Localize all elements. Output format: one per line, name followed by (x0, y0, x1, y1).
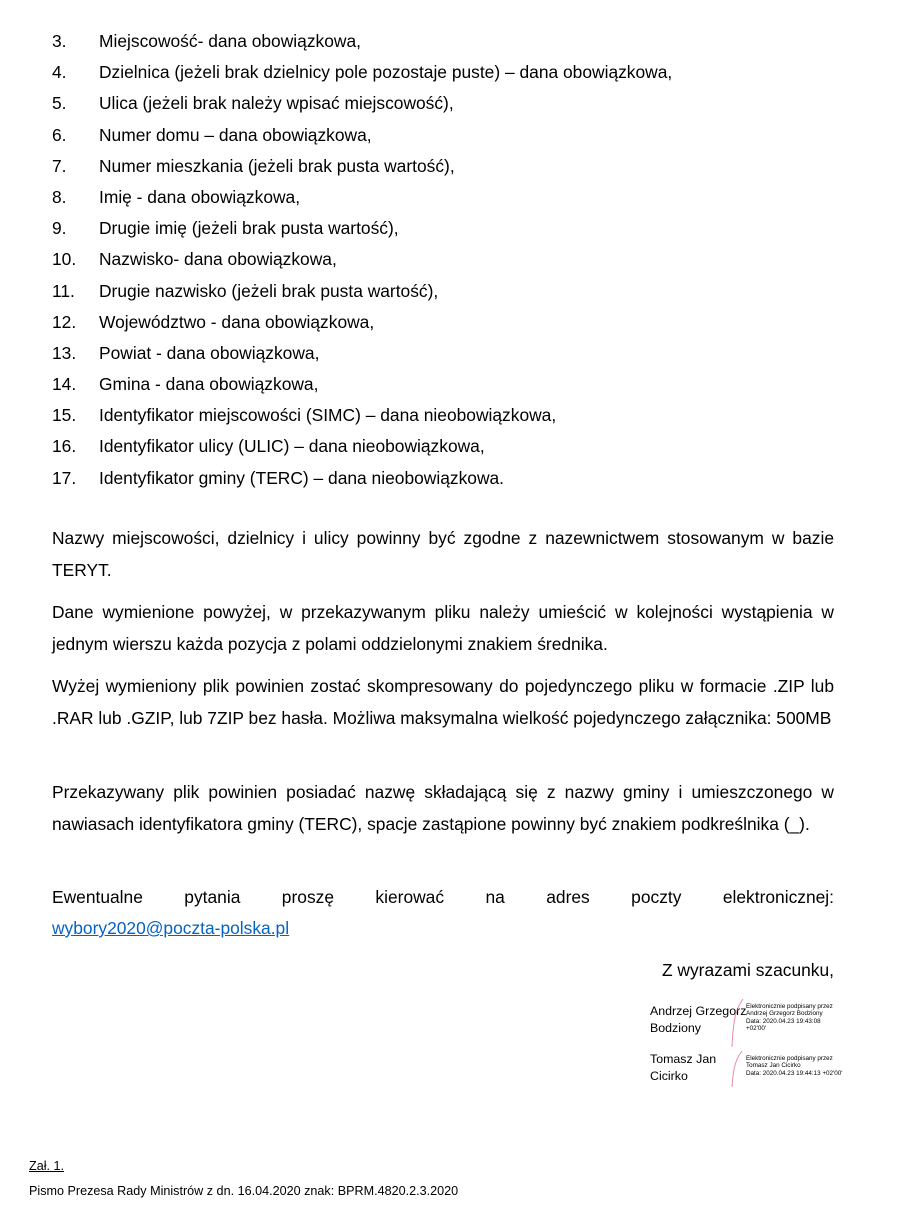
list-item-text: Gmina - dana obowiązkowa, (99, 374, 319, 395)
signature-stroke-icon (730, 1049, 746, 1089)
list-item (52, 151, 672, 182)
list-item (52, 120, 672, 151)
list-item-text: Numer domu – dana obowiązkowa, (99, 124, 372, 145)
signer-name: Tomasz Jan Cicirko (650, 1052, 717, 1083)
list-item-number: 13. (52, 342, 77, 363)
filename-paragraph: Przekazywany plik powinien posiadać nazwę składającą się z nazwy gminy i umieszczonego w nawiasach identyfikatora gminy (TERC), spacje zastąpione powinny być znakiem podkreślnika (_). (52, 782, 834, 834)
list-item-number: 3. (52, 31, 67, 51)
order-paragraph: Dane wymienione powyżej, w przekazywanym pliku należy umieścić w kolejności wystąpienia w jednym wierszu każda pozycja z polami oddzielonymi znakiem średnika. (52, 602, 834, 654)
signature-block (650, 1051, 843, 1095)
list-item-text: Imię - dana obowiązkowa, (99, 186, 301, 207)
signer-name: Andrzej Grzegorz Bodziony (650, 1004, 747, 1035)
list-item-number: 12. (52, 311, 77, 332)
list-item-number: 16. (52, 436, 77, 457)
list-item (52, 88, 672, 119)
list-item-number: 4. (52, 62, 67, 83)
list-item (52, 369, 672, 400)
list-item-number: 9. (52, 218, 67, 239)
list-item (52, 182, 672, 213)
signature-stamp: Elektronicznie podpisany przez Andrzej Grzegorz Bodziony Data: 2020.04.23 19:43:08 +02'00' (746, 1003, 833, 1032)
list-item-text: Województwo - dana obowiązkowa, (99, 311, 375, 332)
attachment-label: Zał. 1. (29, 1159, 64, 1173)
reference-line: Pismo Prezesa Rady Ministrów z dn. 16.04.2020 znak: BPRM.4820.2.3.2020 (29, 1184, 459, 1198)
signature-stamp: Elektronicznie podpisany przez Tomasz Jan Cicirko Data: 2020.04.23 19:44:13 +02'00' (746, 1055, 843, 1077)
list-item-number: 11. (52, 280, 75, 301)
list-item-number: 7. (52, 155, 67, 176)
list-item (52, 307, 672, 338)
list-item-text: Powiat - dana obowiązkowa, (99, 342, 320, 363)
list-item-text: Identyfikator miejscowości (SIMC) – dana nieobowiązkowa, (99, 405, 557, 426)
list-item (52, 276, 672, 307)
list-item-text: Nazwisko- dana obowiązkowa, (99, 249, 337, 270)
list-item-text: Numer mieszkania (jeżeli brak pusta wartość), (99, 155, 455, 176)
list-item (52, 400, 672, 431)
list-item-number: 14. (52, 374, 77, 395)
list-item-text: Ulica (jeżeli brak należy wpisać miejscowość), (99, 93, 454, 114)
compression-paragraph: Wyżej wymieniony plik powinien zostać skompresowany do pojedynczego pliku w formacie .ZIP lub .RAR lub .GZIP, lub 7ZIP bez hasła. Możliwa maksymalna wielkość pojedynczego załącznika: 500MB (52, 676, 834, 728)
list-item (52, 57, 672, 88)
signature-stroke-icon (730, 997, 746, 1049)
data-fields-list (52, 26, 672, 494)
list-item (52, 338, 672, 369)
list-item-text: Identyfikator ulicy (ULIC) – dana nieobowiązkowa, (99, 436, 485, 457)
list-item-number: 6. (52, 124, 67, 145)
list-item-text: Identyfikator gminy (TERC) – dana nieobowiązkowa. (99, 467, 505, 488)
list-item (52, 431, 672, 462)
email-link[interactable]: wybory2020@poczta-polska.pl (52, 918, 290, 938)
list-item (52, 244, 672, 275)
list-item-text: Drugie nazwisko (jeżeli brak pusta wartość), (99, 280, 439, 301)
list-item-text: Drugie imię (jeżeli brak pusta wartość), (99, 218, 399, 239)
list-item-number: 8. (52, 186, 67, 207)
questions-paragraph: Ewentualne pytania proszę kierować na adres poczty elektronicznej: (52, 887, 834, 907)
list-item-number: 10. (52, 249, 77, 270)
list-item-text: Miejscowość- dana obowiązkowa, (99, 31, 361, 51)
list-item (52, 463, 672, 494)
list-item-number: 17. (52, 467, 77, 488)
list-item (52, 26, 672, 57)
list-item-text: Dzielnica (jeżeli brak dzielnicy pole pozostaje puste) – dana obowiązkowa, (99, 62, 673, 83)
signature-block (650, 1003, 840, 1047)
teryt-paragraph: Nazwy miejscowości, dzielnicy i ulicy powinny być zgodne z nazewnictwem stosowanym w bazie TERYT. (52, 528, 834, 580)
list-item-number: 5. (52, 93, 67, 114)
list-item-number: 15. (52, 405, 77, 426)
list-item (52, 213, 672, 244)
closing-phrase: Z wyrazami szacunku, (661, 960, 834, 980)
